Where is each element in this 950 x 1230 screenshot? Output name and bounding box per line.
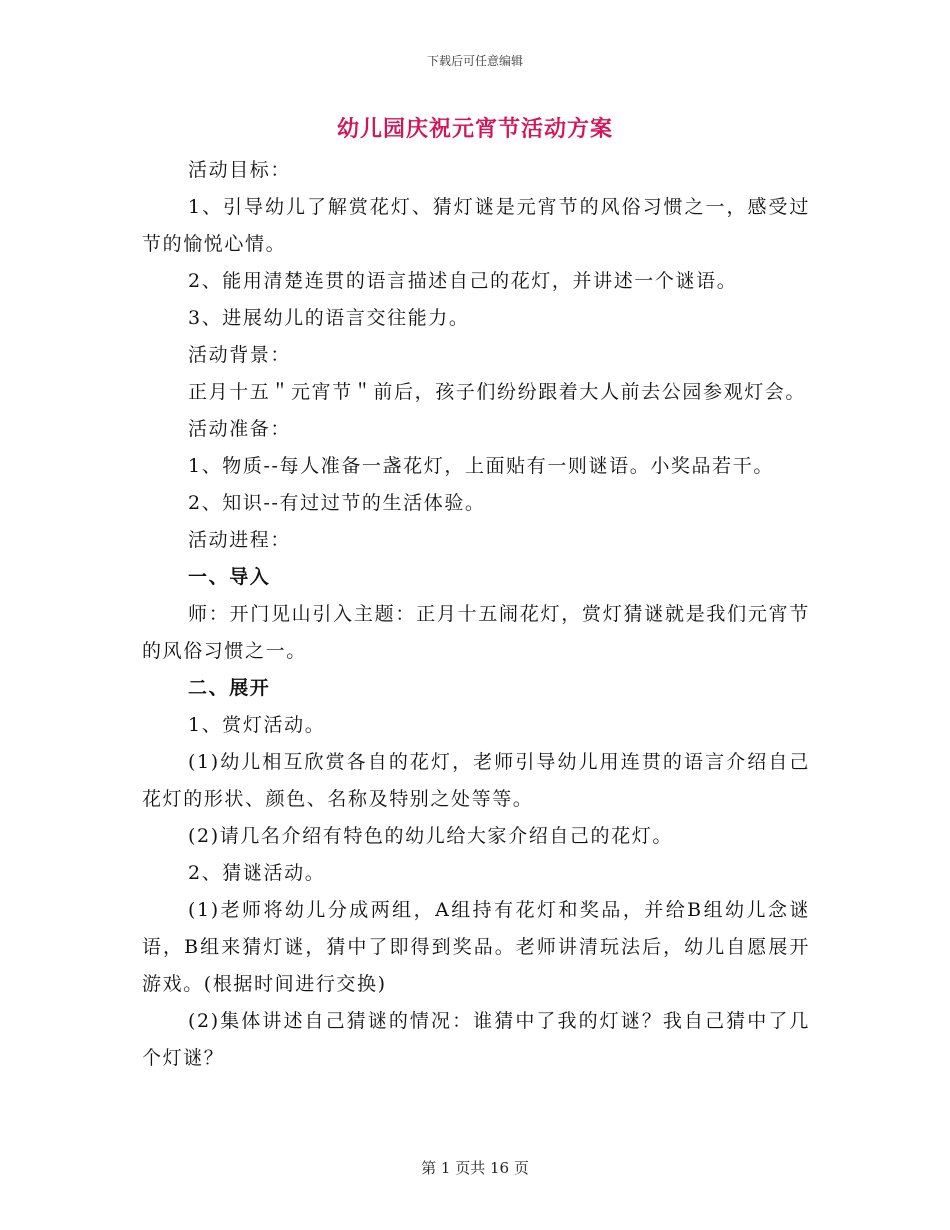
section-heading: 一、导入	[188, 566, 271, 588]
paragraph: 2、猜谜活动。	[188, 862, 326, 884]
paragraph: 活动进程：	[188, 529, 292, 551]
paragraph: (2)请几名介绍有特色的幼儿给大家介绍自己的花灯。	[188, 825, 673, 847]
paragraph: 活动准备：	[188, 418, 292, 440]
paragraph: (1)幼儿相互欣赏各自的花灯，老师引导幼儿用连贯的语言介绍自己花灯的形状、颜色、名称及特别之处等等。	[142, 751, 810, 810]
header-note: 下载后可任意编辑	[426, 54, 523, 68]
paragraph: 2、知识--有过过节的生活体验。	[188, 492, 486, 514]
section-heading: 二、展开	[188, 677, 271, 699]
paragraph: 师：开门见山引入主题：正月十五闹花灯，赏灯猜谜就是我们元宵节的风俗习惯之一。	[142, 603, 810, 662]
paragraph: 3、进展幼儿的语言交往能力。	[188, 307, 470, 329]
document-title: 幼儿园庆祝元宵节活动方案	[336, 117, 613, 142]
paragraph: 2、能用清楚连贯的语言描述自己的花灯，并讲述一个谜语。	[188, 270, 738, 292]
page-footer: 第 1 页共 16 页	[421, 1159, 529, 1177]
paragraph: 1、赏灯活动。	[188, 714, 326, 736]
paragraph: 1、物质--每人准备一盏花灯，上面贴有一则谜语。小奖品若干。	[188, 455, 774, 477]
paragraph: (2)集体讲述自己猜谜的情况：谁猜中了我的灯谜？我自己猜中了几个灯谜？	[142, 1010, 810, 1069]
paragraph: (1)老师将幼儿分成两组，A组持有花灯和奖品，并给B组幼儿念谜语，B组来猜灯谜，猜中了即得到奖品。老师讲清玩法后，幼儿自愿展开游戏。(根据时间进行交换)	[142, 899, 810, 995]
document-body	[142, 152, 810, 1077]
paragraph: 活动背景：	[188, 344, 292, 366]
paragraph: 活动目标：	[188, 159, 292, 181]
paragraph: 正月十五＂元宵节＂前后，孩子们纷纷跟着大人前去公园参观灯会。	[188, 381, 807, 403]
paragraph: 1、引导幼儿了解赏花灯、猜灯谜是元宵节的风俗习惯之一，感受过节的愉悦心情。	[142, 196, 810, 255]
